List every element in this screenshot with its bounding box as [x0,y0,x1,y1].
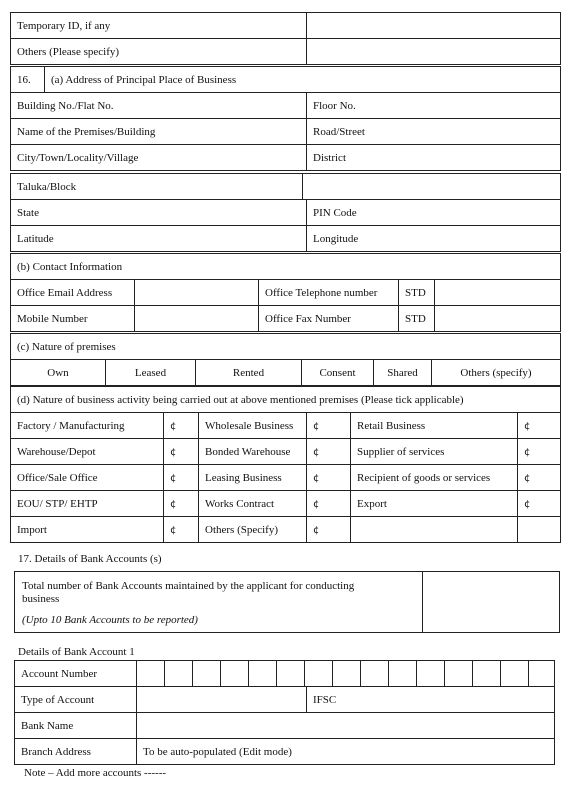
checkbox-icon[interactable]: ¢ [170,524,177,536]
contact-table [10,253,561,332]
bank-name-label: Bank Name [15,713,137,739]
total-accounts-label-line2: business [22,593,60,605]
fax-std-label: STD [399,306,435,332]
district-label[interactable]: District [307,145,561,171]
account-digit-box[interactable] [417,661,445,687]
premise-own[interactable]: Own [11,360,106,386]
activity-empty-cell [518,517,561,543]
taluka-label: Taluka/Block [11,174,303,200]
activity-checkbox[interactable] [164,439,199,465]
section-17-title: 17. Details of Bank Accounts (s) [18,553,162,565]
state-table [10,199,561,252]
total-accounts-note: (Upto 10 Bank Accounts to be reported) [22,614,198,626]
floor-label[interactable]: Floor No. [307,93,561,119]
building-label[interactable]: Building No./Flat No. [11,93,307,119]
mobile-label: Mobile Number [11,306,135,332]
telephone-field[interactable] [435,280,561,306]
activity-checkbox[interactable] [518,491,561,517]
premise-leased[interactable]: Leased [106,360,196,386]
account-digit-box[interactable] [361,661,389,687]
checkbox-icon[interactable]: ¢ [170,472,177,484]
premise-consent[interactable]: Consent [302,360,374,386]
pin-label[interactable]: PIN Code [307,200,561,226]
latitude-label[interactable]: Latitude [11,226,307,252]
premises-table [10,333,561,386]
account-digit-box[interactable] [389,661,417,687]
address-heading: (a) Address of Principal Place of Business [45,67,561,93]
checkbox-icon[interactable]: ¢ [313,498,320,510]
account-digit-box[interactable] [305,661,333,687]
activity-checkbox[interactable] [307,413,351,439]
activity-heading: (d) Nature of business activity being carried out at above mentioned premises (Please tick applicable) [11,387,561,413]
activity-label: Wholesale Business [199,413,307,439]
telephone-label: Office Telephone number [259,280,399,306]
others-label: Others (Please specify) [11,39,307,65]
activity-label: Factory / Manufacturing [11,413,164,439]
account-digit-box[interactable] [445,661,473,687]
account-digit-box[interactable] [277,661,305,687]
address-fields-table [10,92,561,171]
activity-label: Works Contract [199,491,307,517]
checkbox-icon[interactable]: ¢ [524,498,531,510]
contact-heading: (b) Contact Information [11,254,561,280]
branch-address-label: Branch Address [15,739,137,765]
bank-name-field[interactable] [137,713,555,739]
email-label: Office Email Address [11,280,135,306]
account-number-table [14,660,555,687]
account-digit-box[interactable] [221,661,249,687]
account-type-label: Type of Account [15,687,137,713]
premises-label[interactable]: Name of the Premises/Building [11,119,307,145]
account-number-label: Account Number [15,661,137,687]
activity-checkbox[interactable] [164,465,199,491]
temporary-id-field[interactable] [307,13,561,39]
taluka-table [10,173,561,200]
account-digit-box[interactable] [501,661,529,687]
total-accounts-field[interactable] [423,572,559,632]
activity-checkbox[interactable] [164,413,199,439]
activity-label [351,517,518,543]
activity-table [10,386,561,543]
activity-checkbox[interactable] [518,439,561,465]
activity-label: Recipient of goods or services [351,465,518,491]
city-label[interactable]: City/Town/Locality/Village [11,145,307,171]
account-digit-box[interactable] [473,661,501,687]
activity-label: Warehouse/Depot [11,439,164,465]
checkbox-icon[interactable]: ¢ [170,420,177,432]
account-details-table [14,686,555,765]
activity-label: Others (Specify) [199,517,307,543]
activity-checkbox[interactable] [518,413,561,439]
checkbox-icon[interactable]: ¢ [524,446,531,458]
activity-label: Retail Business [351,413,518,439]
activity-label: Office/Sale Office [11,465,164,491]
checkbox-icon[interactable]: ¢ [524,472,531,484]
email-field[interactable] [135,280,259,306]
premise-rented[interactable]: Rented [196,360,302,386]
road-label[interactable]: Road/Street [307,119,561,145]
checkbox-icon[interactable]: ¢ [313,446,320,458]
section-16-number: 16. [11,67,45,93]
branch-address-field[interactable]: To be auto-populated (Edit mode) [137,739,555,765]
add-accounts-note: Note – Add more accounts ------ [24,767,167,779]
checkbox-icon[interactable]: ¢ [524,420,531,432]
activity-label: EOU/ STP/ EHTP [11,491,164,517]
telephone-std-label: STD [399,280,435,306]
bank-account-1-title: Details of Bank Account 1 [18,646,135,658]
account-type-field[interactable] [137,687,307,713]
account-digit-box[interactable] [137,661,165,687]
activity-checkbox[interactable] [164,491,199,517]
fax-label: Office Fax Number [259,306,399,332]
ifsc-label[interactable]: IFSC [307,687,555,713]
checkbox-icon[interactable]: ¢ [313,420,320,432]
checkbox-icon[interactable]: ¢ [170,498,177,510]
activity-label: Import [11,517,164,543]
activity-label: Leasing Business [199,465,307,491]
checkbox-icon[interactable]: ¢ [313,524,320,536]
activity-label: Export [351,491,518,517]
fax-field[interactable] [435,306,561,332]
activity-label: Bonded Warehouse [199,439,307,465]
longitude-label[interactable]: Longitude [307,226,561,252]
checkbox-icon[interactable]: ¢ [170,446,177,458]
premise-others[interactable]: Others (specify) [432,360,561,386]
total-accounts-label-line1: Total number of Bank Accounts maintained by the applicant for conducting [22,580,355,592]
temp-id-table [10,12,561,65]
premise-shared[interactable]: Shared [374,360,432,386]
account-digit-box[interactable] [249,661,277,687]
activity-label: Supplier of services [351,439,518,465]
premises-heading: (c) Nature of premises [11,334,561,360]
activity-checkbox[interactable] [164,517,199,543]
account-digit-box[interactable] [193,661,221,687]
state-label[interactable]: State [11,200,307,226]
activity-checkbox[interactable] [307,517,351,543]
checkbox-icon[interactable]: ¢ [313,472,320,484]
activity-checkbox[interactable] [307,439,351,465]
mobile-field[interactable] [135,306,259,332]
account-digit-box[interactable] [165,661,193,687]
temporary-id-label: Temporary ID, if any [11,13,307,39]
activity-checkbox[interactable] [307,491,351,517]
address-table [10,66,561,93]
activity-checkbox[interactable] [307,465,351,491]
account-digit-box[interactable] [333,661,361,687]
others-field[interactable] [307,39,561,65]
account-digit-box[interactable] [529,661,555,687]
activity-checkbox[interactable] [518,465,561,491]
taluka-field[interactable] [303,174,561,200]
